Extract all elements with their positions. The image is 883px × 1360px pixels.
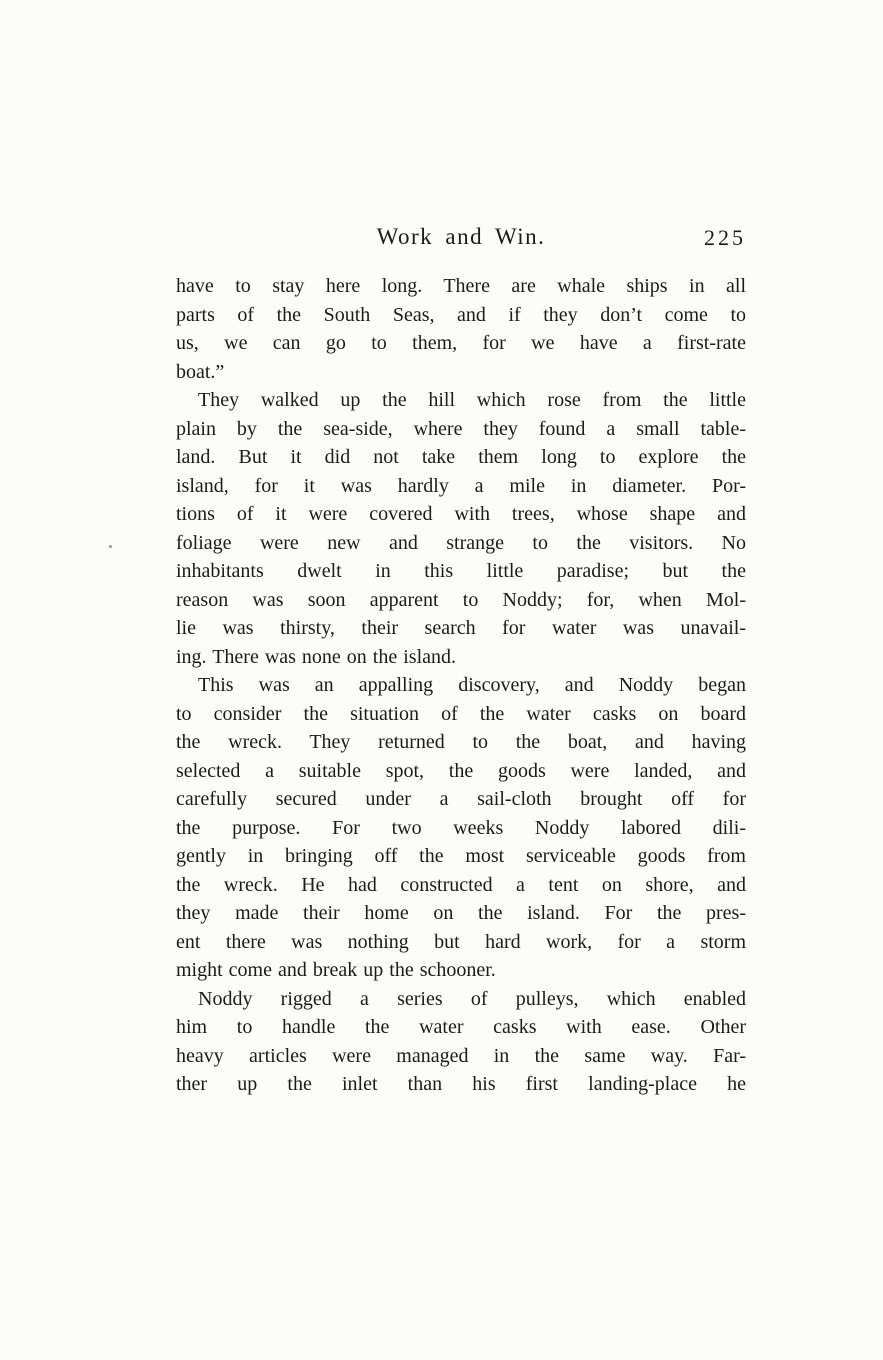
text-line: They walked up the hill which rose from the little [198, 389, 746, 411]
text-line: land. But it did not take them long to explore the [176, 446, 746, 468]
text-line: carefully secured under a sail-cloth brought off for [176, 788, 746, 810]
text-line: ent there was nothing but hard work, for a storm [176, 930, 746, 953]
text-line: ther up the inlet than his first landing-place he [176, 1073, 746, 1095]
text-line: This was an appalling discovery, and Noddy began [198, 674, 746, 696]
text-line: ing. There was none on the island. [176, 645, 457, 668]
text-line: Noddy rigged a series of pulleys, which enabled [198, 987, 746, 1010]
text-line: gently in bringing off the most serviceable goods from [176, 845, 746, 867]
paragraph [176, 671, 746, 985]
text-line: they made their home on the island. For the pres- [176, 902, 746, 924]
text-line: inhabitants dwelt in this little paradise; but the [176, 560, 746, 582]
text-line: the wreck. He had constructed a tent on shore, and [176, 873, 746, 896]
text-line: the purpose. For two weeks Noddy labored dili- [176, 816, 746, 839]
text-line: tions of it were covered with trees, whose shape and [176, 503, 746, 525]
scan-artifact [109, 545, 112, 548]
text-line: him to handle the water casks with ease. Other [176, 1016, 746, 1038]
text-line: us, we can go to them, for we have a first-rate [176, 332, 746, 354]
paragraph [176, 272, 746, 386]
text-line: plain by the sea-side, where they found a small table- [176, 417, 746, 440]
text-line: the wreck. They returned to the boat, and having [176, 731, 746, 753]
page-body [176, 272, 746, 1099]
page-title: Work and Win. [376, 224, 546, 249]
text-line: selected a suitable spot, the goods were landed, and [176, 759, 746, 782]
text-line: reason was soon apparent to Noddy; for, when Mol- [176, 588, 746, 611]
text-line: have to stay here long. There are whale ships in all [176, 275, 746, 297]
paragraph [176, 386, 746, 671]
text-line: boat.” [176, 360, 225, 383]
paragraph [176, 985, 746, 1099]
page-header [176, 224, 746, 256]
text-line: lie was thirsty, their search for water was unavail- [176, 617, 746, 639]
page-number: 225 [704, 225, 746, 250]
text-line: heavy articles were managed in the same way. Far- [176, 1044, 746, 1067]
text-line: foliage were new and strange to the visitors. No [176, 531, 746, 554]
text-line: island, for it was hardly a mile in diameter. Por- [176, 474, 746, 497]
text-line: might come and break up the schooner. [176, 959, 496, 981]
text-line: to consider the situation of the water casks on board [176, 702, 746, 725]
text-line: parts of the South Seas, and if they don’t come to [176, 303, 746, 326]
